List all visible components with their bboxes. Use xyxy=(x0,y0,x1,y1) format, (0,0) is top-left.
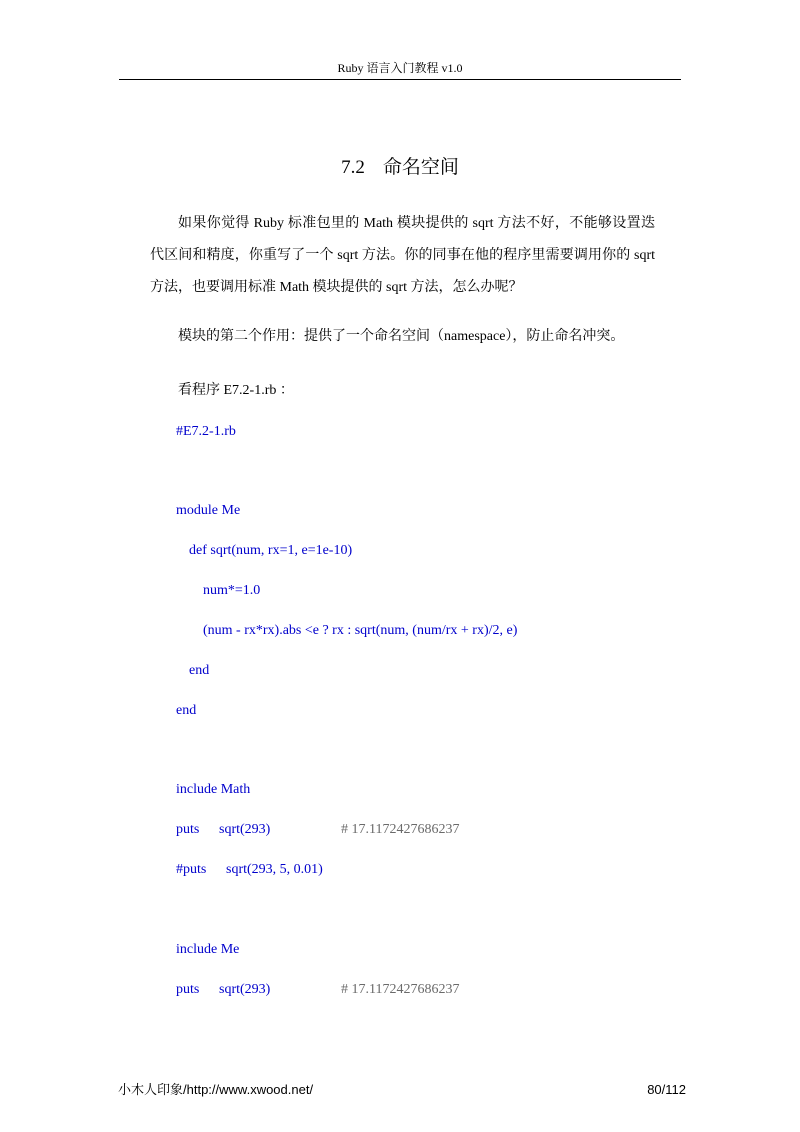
code-puts-commented-keyword: #puts xyxy=(176,862,207,877)
namespace-paragraph: 模块的第二个作用：提供了一个命名空间（namespace），防止命名冲突。 xyxy=(178,329,625,344)
code-puts-me-keyword: puts xyxy=(176,982,200,997)
code-def-line: def sqrt(num, rx=1, e=1e-10) xyxy=(189,543,353,558)
code-end-inner: end xyxy=(189,663,210,678)
code-puts-math-keyword: puts xyxy=(176,822,200,837)
code-include-math: include Math xyxy=(176,782,251,797)
page-header xyxy=(119,58,681,80)
code-module-line: module Me xyxy=(176,503,241,518)
code-puts-me-call: sqrt(293) xyxy=(219,982,271,997)
code-puts-me-comment: # 17.1172427686237 xyxy=(341,982,460,997)
footer-page-number: 80/112 xyxy=(647,1082,686,1097)
code-expr-line: (num - rx*rx).abs <e ? rx : sqrt(num, (num/rx + rx)/2, e) xyxy=(203,623,518,638)
code-num-line: num*=1.0 xyxy=(203,583,261,598)
intro-paragraph: 如果你觉得 Ruby 标准包里的 Math 模块提供的 sqrt 方法不好，不能够设置迭代区间和精度，你重写了一个 sqrt 方法。你的同事在他的程序里需要调用你的 sqrt 方法，也要调用标准 Math 模块提供的 sqrt 方法，怎么办呢？ xyxy=(150,216,655,295)
code-puts-commented-call: sqrt(293, 5, 0.01) xyxy=(226,862,323,877)
program-intro: 看程序 E7.2-1.rb ： xyxy=(178,383,294,398)
section-title xyxy=(0,154,800,182)
code-include-me: include Me xyxy=(176,942,240,957)
header-title: Ruby 语言入门教程 v1.0 xyxy=(337,61,463,75)
code-end-outer: end xyxy=(176,703,197,718)
code-file-comment: #E7.2-1.rb xyxy=(176,424,236,439)
footer-site: 小木人印象/http://www.xwood.net/ xyxy=(118,1082,314,1097)
section-title-text: 命名空间 xyxy=(382,157,459,178)
code-puts-math-comment: # 17.1172427686237 xyxy=(341,822,460,837)
code-puts-math-call: sqrt(293) xyxy=(219,822,271,837)
section-number: 7.2 xyxy=(341,157,365,178)
